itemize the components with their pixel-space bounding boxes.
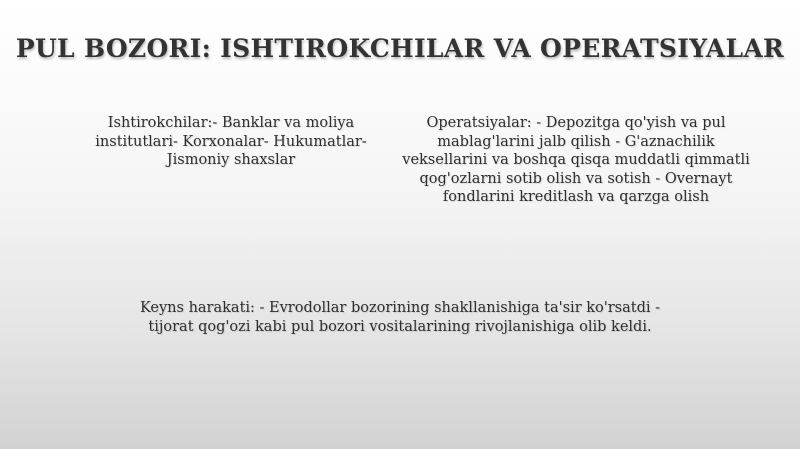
keynes-text: Keyns harakati: - Evrodollar bozorining shakllanishiga ta'sir ko'rsatdi - tijorat qog'ozi kabi pul bozori vositalarining rivojlanishiga olib keldi.	[139, 300, 661, 335]
participants-text: Ishtirokchilar:- Banklar va moliya institutlari- Korxonalar- Hukumatlar- Jismoniy shaxslar	[95, 115, 367, 168]
slide-title: PUL BOZORI: ISHTIROKCHILAR VA OPERATSIYALAR	[15, 34, 785, 63]
operations-text: Operatsiyalar: - Depozitga qo'yish va pul mablag'larini jalb qilish - G'aznachilik veksellarini va boshqa qisqa muddatli qimmatli qog'ozlarni sotib olish va sotish - Overnayt fondlarini kreditlash va qarzga olish	[402, 115, 750, 205]
